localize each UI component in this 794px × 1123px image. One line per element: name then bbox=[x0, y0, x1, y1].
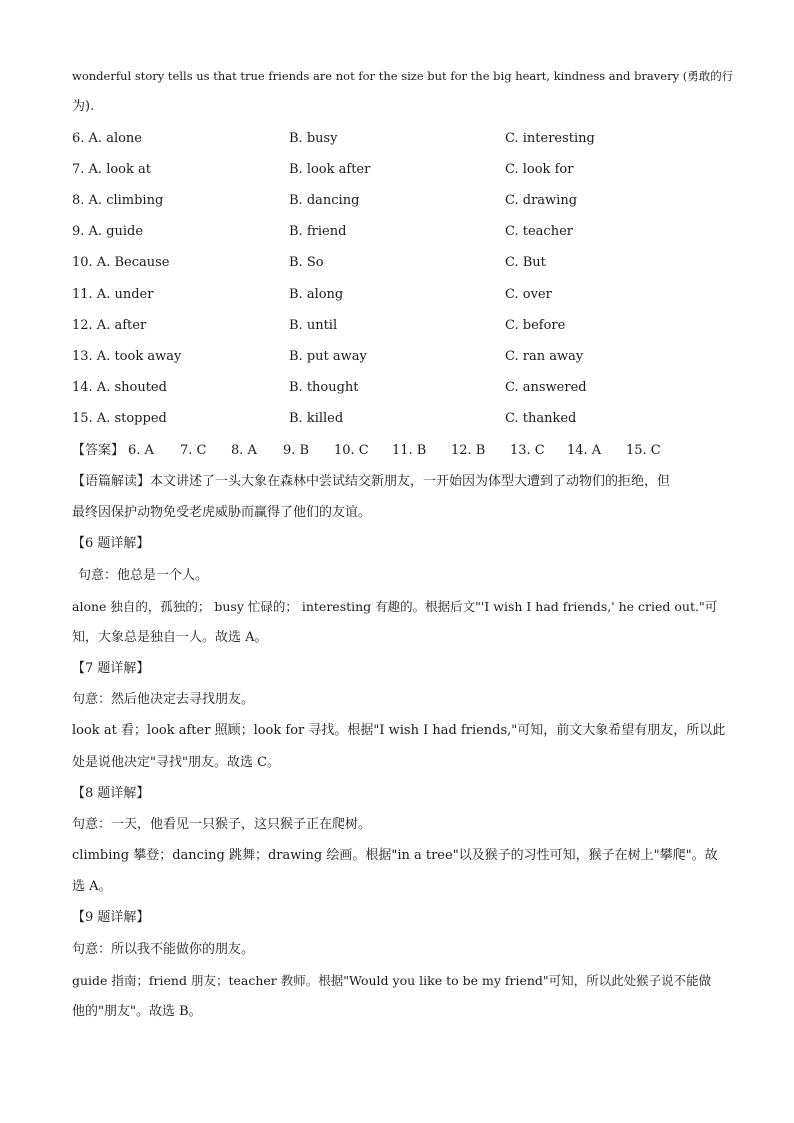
reading-summary-line-1: 【语篇解读】本文讲述了一头大象在森林中尝试结交新朋友，一开始因为体型大遭到了动物们的拒绝，但 bbox=[72, 474, 671, 489]
option-a: 10. A. Because bbox=[72, 255, 170, 270]
q6-meaning: 句意：他总是一个人。 bbox=[78, 568, 209, 583]
option-b: B. killed bbox=[289, 411, 344, 426]
option-c: C. over bbox=[505, 287, 552, 302]
option-a: 8. A. climbing bbox=[72, 193, 164, 208]
q7-explanation-line-1: look at 看；look after 照顾；look for 寻找。根据"I wish I had friends,"可知，前文大象希望有朋友，所以此 bbox=[72, 723, 726, 738]
q9-meaning: 句意：所以我不能做你的朋友。 bbox=[72, 942, 255, 957]
answer-item: 7. C bbox=[180, 443, 207, 458]
option-c: C. look for bbox=[505, 162, 574, 177]
q8-heading: 【8 题详解】 bbox=[72, 786, 150, 801]
answer-item: 11. B bbox=[392, 443, 427, 458]
q9-explanation-line-1: guide 指南；friend 朋友；teacher 教师。根据"Would you like to be my friend"可知，所以此处猴子说不能做 bbox=[72, 973, 712, 988]
option-b: B. along bbox=[289, 287, 344, 302]
option-c: C. teacher bbox=[505, 224, 573, 239]
reading-summary-line-2: 最终因保护动物免受老虎威胁而赢得了他们的友谊。 bbox=[72, 505, 372, 520]
option-c: C. ran away bbox=[505, 349, 584, 364]
option-b: B. So bbox=[289, 255, 324, 270]
option-b: B. friend bbox=[289, 224, 347, 239]
option-c: C. before bbox=[505, 318, 566, 333]
option-c: C. thanked bbox=[505, 411, 577, 426]
option-c: C. But bbox=[505, 255, 546, 270]
option-b: B. look after bbox=[289, 162, 371, 177]
q7-heading: 【7 题详解】 bbox=[72, 661, 150, 676]
answer-item: 13. C bbox=[510, 443, 545, 458]
q7-explanation-line-2: 处是说他决定"寻找"朋友。故选 C。 bbox=[72, 755, 281, 770]
q6-explanation-line-1: alone 独自的，孤独的； busy 忙碌的； interesting 有趣的。根据后文"'I wish I had friends,' he cried out."可 bbox=[72, 599, 718, 614]
option-a: 14. A. shouted bbox=[72, 380, 167, 395]
answer-item: 10. C bbox=[334, 443, 369, 458]
option-b: B. dancing bbox=[289, 193, 360, 208]
answer-label: 【答案】 bbox=[72, 443, 125, 458]
option-a: 11. A. under bbox=[72, 287, 154, 302]
option-b: B. busy bbox=[289, 131, 338, 146]
q8-meaning: 句意：一天，他看见一只猴子，这只猴子正在爬树。 bbox=[72, 817, 372, 832]
q9-heading: 【9 题详解】 bbox=[72, 910, 150, 925]
answer-item: 14. A bbox=[567, 443, 602, 458]
option-c: C. answered bbox=[505, 380, 587, 395]
intro-line-1: wonderful story tells us that true friends are not for the size but for the big heart, kindness and bravery (勇敢的行 bbox=[72, 69, 734, 83]
q8-explanation-line-2: 选 A。 bbox=[72, 879, 112, 894]
option-a: 12. A. after bbox=[72, 318, 147, 333]
option-a: 13. A. took away bbox=[72, 349, 182, 364]
option-a: 6. A. alone bbox=[72, 131, 142, 146]
q9-explanation-line-2: 他的"朋友"。故选 B。 bbox=[72, 1004, 202, 1019]
answer-item: 6. A bbox=[128, 443, 154, 458]
answer-item: 12. B bbox=[451, 443, 486, 458]
option-c: C. drawing bbox=[505, 193, 578, 208]
option-a: 15. A. stopped bbox=[72, 411, 167, 426]
option-a: 7. A. look at bbox=[72, 162, 151, 177]
q7-meaning: 句意：然后他决定去寻找朋友。 bbox=[72, 692, 255, 707]
q6-heading: 【6 题详解】 bbox=[72, 536, 150, 551]
intro-line-2: 为). bbox=[72, 99, 95, 114]
answer-item: 8. A bbox=[231, 443, 257, 458]
option-c: C. interesting bbox=[505, 131, 595, 146]
option-a: 9. A. guide bbox=[72, 224, 144, 239]
q8-explanation-line-1: climbing 攀登；dancing 跳舞；drawing 绘画。根据"in a tree"以及猴子的习性可知，猴子在树上"攀爬"。故 bbox=[72, 848, 718, 863]
option-b: B. put away bbox=[289, 349, 367, 364]
q6-explanation-line-2: 知，大象总是独自一人。故选 A。 bbox=[72, 630, 268, 645]
option-b: B. thought bbox=[289, 380, 359, 395]
answer-item: 15. C bbox=[626, 443, 661, 458]
option-b: B. until bbox=[289, 318, 338, 333]
answer-item: 9. B bbox=[283, 443, 310, 458]
